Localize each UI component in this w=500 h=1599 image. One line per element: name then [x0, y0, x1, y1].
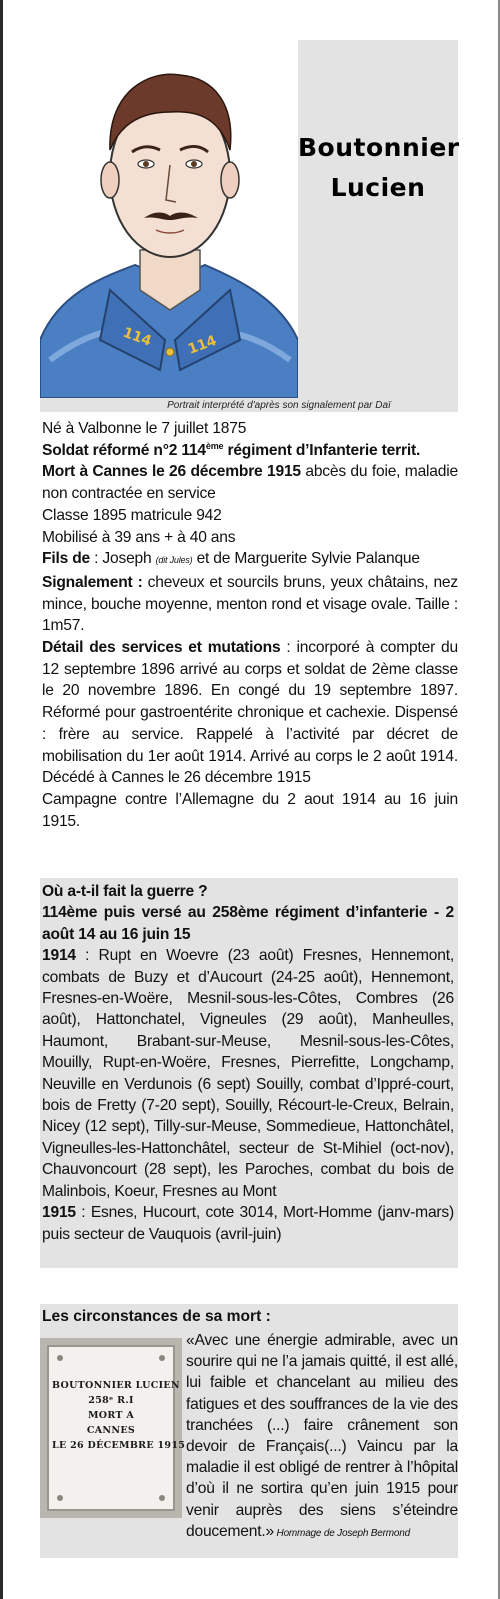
- year-1914: 1914 : Rupt en Woevre (23 août) Fresnes, Hennemont, combats de Buzy et d’Aucourt (24-25 août), Hennemont, Fresnes-en-Woëre, Mesnil-sous-les-Côtes, Combres (26 août), Hattonchatel, Vigneules (29 août), Manheulles, Haumont, Brabant-sur-Meuse, Mesnil-sous-les-Côtes, Mouilly, Rupt-en-Woëre, Fresnes, Pierrefitte, Longchamp, Neuville en Verdunois (6 sept) Souilly, combat d’Ippré-court, bois de Fretty (7-20 sept), Souilly, Récourt-le-Creux, Belrain, Nicey (12 sept), Tilly-sur-Meuse, Sommedieue, Hattonchâtel, Vigneulles-les-Hattonchâtel, secteur de St-Mihiel (oct-nov), Chauvoncourt (28 sept), les Paroches, combat du bois de Malinbois, Koeur, Fresnes au Mont: [42, 947, 454, 1200]
- first-name: Lucien: [330, 173, 426, 202]
- collar-number-left: 114: [120, 324, 154, 350]
- plaque-regiment: 258ᵉ R.I: [88, 1395, 134, 1406]
- surname: Boutonnier: [298, 133, 460, 162]
- death-line: Mort à Cannes le 26 décembre 1915 abcès du foie, maladie non contractée en service: [42, 463, 458, 503]
- plaque-place: CANNES: [86, 1425, 136, 1436]
- tribute-quote: [42, 1330, 458, 1544]
- portrait-caption: Portrait interprété d'après son signalement par Daï: [167, 400, 391, 411]
- birth-line: Né à Valbonne le 7 juillet 1875: [42, 420, 247, 437]
- war-title: Où a-t-il fait la guerre ?: [42, 883, 208, 900]
- page-border-left: [0, 0, 3, 1599]
- services: Détail des services et mutations : incorporé à compter du 12 septembre 1896 arrivé au corps et soldat de 2ème classe le 20 novembre 1896. En congé du 19 septembre 1897. Réformé pour gastroentérite chronique et cachexie. Dispensé : frère au service. Rappelé à l’activité par décret de mobilisation du 1er août 1914. Arrivé au corps le 2 août 1914. Décédé à Cannes le 26 décembre 1915: [42, 639, 458, 787]
- quote-text: «Avec une énergie admirable, avec un sourire qui ne l’a jamais quitté, il est allé, lui faible et chancelant au milieu des fatigues et des souffrances de la vie des tranchées (...) faire crânement son devoir de Français(...) Vaincu par la maladie il est obligé de rentrer à l’hôpital d’où il ne sortira qu’en juin 1915 pour venir auprès des siens s’éteindre doucement.»: [186, 1332, 458, 1540]
- mobilise-line: Mobilisé à 39 ans + à 40 ans: [42, 528, 236, 546]
- regiment-line: 114ème puis versé au 258ème régiment d’infanterie - 2 août 14 au 16 juin 15: [42, 904, 454, 943]
- collar-number-right: 114: [185, 332, 219, 358]
- soldier-portrait: [40, 40, 298, 398]
- year-1915: 1915 : Esnes, Hucourt, cote 3014, Mort-Homme (janv-mars) puis secteur de Vauquois (avril-juin): [42, 1204, 454, 1243]
- soldier-line: Soldat réformé n°2 114ème régiment d’Infanterie territ.: [42, 440, 421, 459]
- classe-line: Classe 1895 matricule 942: [42, 506, 222, 524]
- biography: [42, 418, 458, 832]
- plaque-mort: MORT A: [87, 1410, 135, 1421]
- death-title: Les circonstances de sa mort :: [42, 1308, 271, 1325]
- parents-line: Fils de : Joseph (dit Jules) et de Marguerite Sylvie Palanque: [42, 550, 420, 568]
- quote-signature: Hommage de Joseph Bermond: [273, 1527, 410, 1539]
- plaque-name: BOUTONNIER LUCIEN: [52, 1380, 180, 1391]
- campaign-line: Campagne contre l’Allemagne du 2 aout 1914 au 16 juin 1915.: [42, 790, 458, 830]
- soldier-name: [298, 128, 458, 208]
- plaque-date: LE 26 DÉCEMBRE 1915: [52, 1440, 186, 1451]
- war-section: [42, 881, 454, 1245]
- signalement: Signalement : cheveux et sourcils bruns, yeux châtains, nez mince, bouche moyenne, menton rond et visage ovale. Taille : 1m57.: [42, 573, 458, 635]
